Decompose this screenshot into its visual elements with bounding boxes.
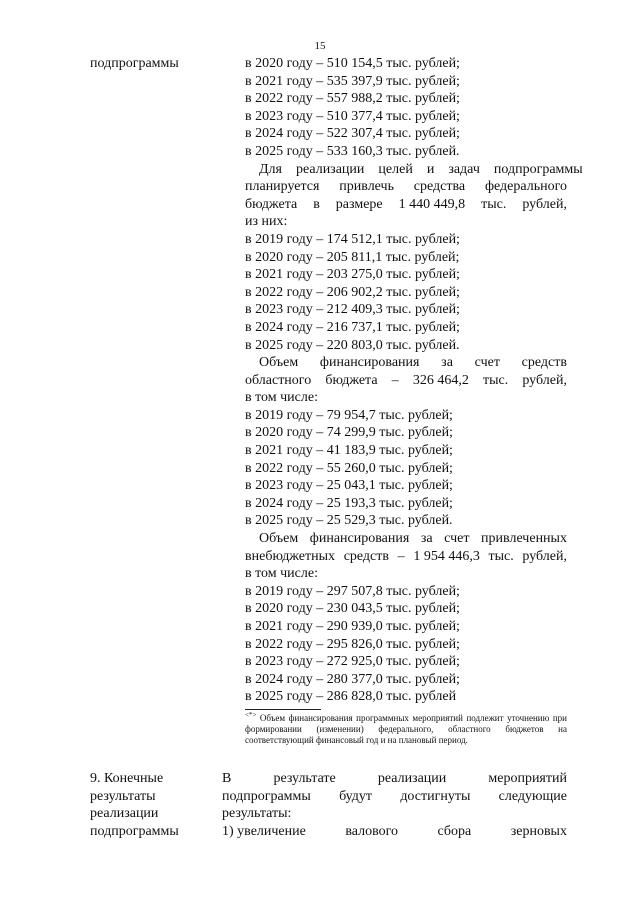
- year-line: в 2023 году – 25 043,1 тыс. рублей;: [245, 478, 453, 494]
- year-line: в 2023 году – 212 409,3 тыс. рублей;: [245, 302, 460, 318]
- para-line: [222, 823, 567, 841]
- word: бюджета: [245, 196, 298, 212]
- word: средств: [343, 548, 389, 564]
- label-line: результаты: [90, 788, 156, 804]
- row1-content: [245, 55, 583, 706]
- para-line: [222, 770, 567, 788]
- word: следующие: [498, 788, 567, 804]
- word: областного: [245, 372, 312, 388]
- word: сбора: [437, 823, 472, 839]
- year-line: в 2020 году – 510 154,5 тыс. рублей;: [245, 56, 460, 71]
- word: 1 440 449,8: [398, 196, 466, 212]
- year-line: в 2025 году – 286 828,0 тыс. рублей: [245, 689, 457, 705]
- year-line: в 2022 году – 295 826,0 тыс. рублей;: [245, 636, 460, 652]
- word: –: [391, 372, 399, 388]
- word: подпрограммы: [222, 788, 311, 804]
- para-line: результаты:: [222, 806, 292, 822]
- word: планируется: [245, 179, 320, 195]
- para-line: [222, 788, 567, 806]
- extrabudget-paragraph: [245, 530, 567, 583]
- word: Объем: [259, 355, 299, 371]
- word: за: [441, 355, 453, 371]
- year-line: в 2019 году – 174 512,1 тыс. рублей;: [245, 231, 460, 247]
- word: тыс.: [482, 372, 509, 388]
- word: зерновых: [510, 823, 567, 839]
- word: рублей,: [522, 196, 567, 212]
- word: рублей,: [522, 372, 567, 388]
- word: финансирования: [309, 531, 410, 547]
- word: счет: [474, 355, 500, 371]
- word: рублей,: [522, 548, 567, 564]
- regional-years: [245, 407, 567, 530]
- word: реализации: [377, 771, 447, 786]
- word: в: [313, 196, 320, 212]
- year-line: в 2024 году – 25 193,3 тыс. рублей;: [245, 495, 453, 511]
- year-line: в 2021 году – 203 275,0 тыс. рублей;: [245, 267, 460, 283]
- year-line: в 2025 году – 25 529,3 тыс. рублей.: [245, 513, 453, 529]
- year-line: в 2019 году – 79 954,7 тыс. рублей;: [245, 407, 453, 423]
- word: тыс.: [481, 196, 507, 212]
- word: размере: [335, 196, 383, 212]
- year-line: в 2022 году – 55 260,0 тыс. рублей;: [245, 460, 453, 476]
- para-line: [245, 161, 583, 179]
- word: Для: [259, 161, 282, 177]
- footnote-mark: <*>: [245, 711, 257, 719]
- year-line: в 2022 году – 557 988,2 тыс. рублей;: [245, 91, 460, 107]
- year-line: в 2024 году – 280 377,0 тыс. рублей;: [245, 671, 460, 687]
- para-line: [245, 372, 567, 390]
- para-line: в том числе:: [245, 566, 318, 582]
- word: 1 954 446,3: [413, 548, 480, 564]
- para-line: [245, 354, 567, 372]
- footnote: [245, 710, 567, 746]
- year-line: в 2020 году – 230 043,5 тыс. рублей;: [245, 601, 460, 617]
- word: подпрограммы: [493, 161, 583, 177]
- word: валового: [345, 823, 398, 839]
- year-line: в 2021 году – 41 183,9 тыс. рублей;: [245, 443, 453, 459]
- year-line: в 2021 году – 535 397,9 тыс. рублей;: [245, 73, 460, 89]
- year-line: в 2020 году – 74 299,9 тыс. рублей;: [245, 425, 453, 441]
- year-line: в 2023 году – 510 377,4 тыс. рублей;: [245, 108, 460, 124]
- label-line: подпрограммы: [90, 823, 179, 839]
- word: задач: [448, 161, 480, 177]
- year-line: в 2021 году – 290 939,0 тыс. рублей;: [245, 619, 460, 634]
- word: привлеченных: [481, 531, 567, 547]
- year-line: в 2023 году – 272 925,0 тыс. рублей;: [245, 654, 460, 670]
- row2-content: [222, 770, 567, 840]
- word: финансирования: [319, 355, 420, 371]
- label-line: реализации: [90, 806, 159, 822]
- word: целей: [378, 161, 413, 177]
- para-line: из них:: [245, 214, 288, 230]
- word: результате: [273, 771, 336, 786]
- footnote-text: Объем финансирования программных мероприятий подлежит уточнению при формировании (изменении) федерального, областного бюджетов на соответствующий финансовый год и на плановый период.: [245, 713, 567, 745]
- para-line: [245, 196, 567, 214]
- word: 326 464,2: [412, 372, 469, 388]
- federal-years: [245, 231, 567, 354]
- para-line: [245, 530, 567, 548]
- year-line: в 2024 году – 216 737,1 тыс. рублей;: [245, 319, 460, 335]
- word: бюджета: [325, 372, 378, 388]
- row2-label: [90, 770, 210, 840]
- word: достигнуты: [400, 788, 471, 804]
- word: мероприятий: [488, 771, 567, 786]
- para-line: [245, 178, 567, 196]
- word: федерального: [484, 179, 567, 195]
- word: тыс.: [488, 548, 514, 564]
- word: средства: [413, 179, 466, 195]
- word: реализации: [295, 161, 365, 177]
- word: средств: [521, 355, 567, 371]
- para-line: в том числе:: [245, 390, 318, 406]
- word: 1) увеличение: [222, 823, 306, 839]
- word: внебюджетных: [245, 548, 336, 564]
- word: –: [397, 548, 405, 564]
- word: счет: [444, 531, 470, 547]
- federal-years-top: [245, 55, 567, 161]
- row1-label: подпрограммы: [90, 56, 179, 71]
- federal-paragraph: [245, 161, 583, 231]
- extrabudget-years: [245, 583, 567, 706]
- para-line: [245, 548, 567, 566]
- word: Объем: [259, 531, 299, 547]
- year-line: в 2022 году – 206 902,2 тыс. рублей;: [245, 284, 460, 300]
- word: будут: [339, 788, 373, 804]
- year-line: в 2019 году – 297 507,8 тыс. рублей;: [245, 583, 460, 599]
- word: за: [420, 531, 433, 547]
- year-line: в 2020 году – 205 811,1 тыс. рублей;: [245, 249, 460, 265]
- year-line: в 2025 году – 533 160,3 тыс. рублей.: [245, 143, 460, 159]
- word: и: [426, 161, 435, 177]
- regional-paragraph: [245, 354, 567, 407]
- word: В: [222, 771, 232, 786]
- page-number: 15: [314, 40, 326, 52]
- label-line: 9. Конечные: [90, 771, 164, 786]
- year-line: в 2025 году – 220 803,0 тыс. рублей.: [245, 337, 460, 353]
- word: привлечь: [339, 179, 394, 195]
- year-line: в 2024 году – 522 307,4 тыс. рублей;: [245, 126, 460, 142]
